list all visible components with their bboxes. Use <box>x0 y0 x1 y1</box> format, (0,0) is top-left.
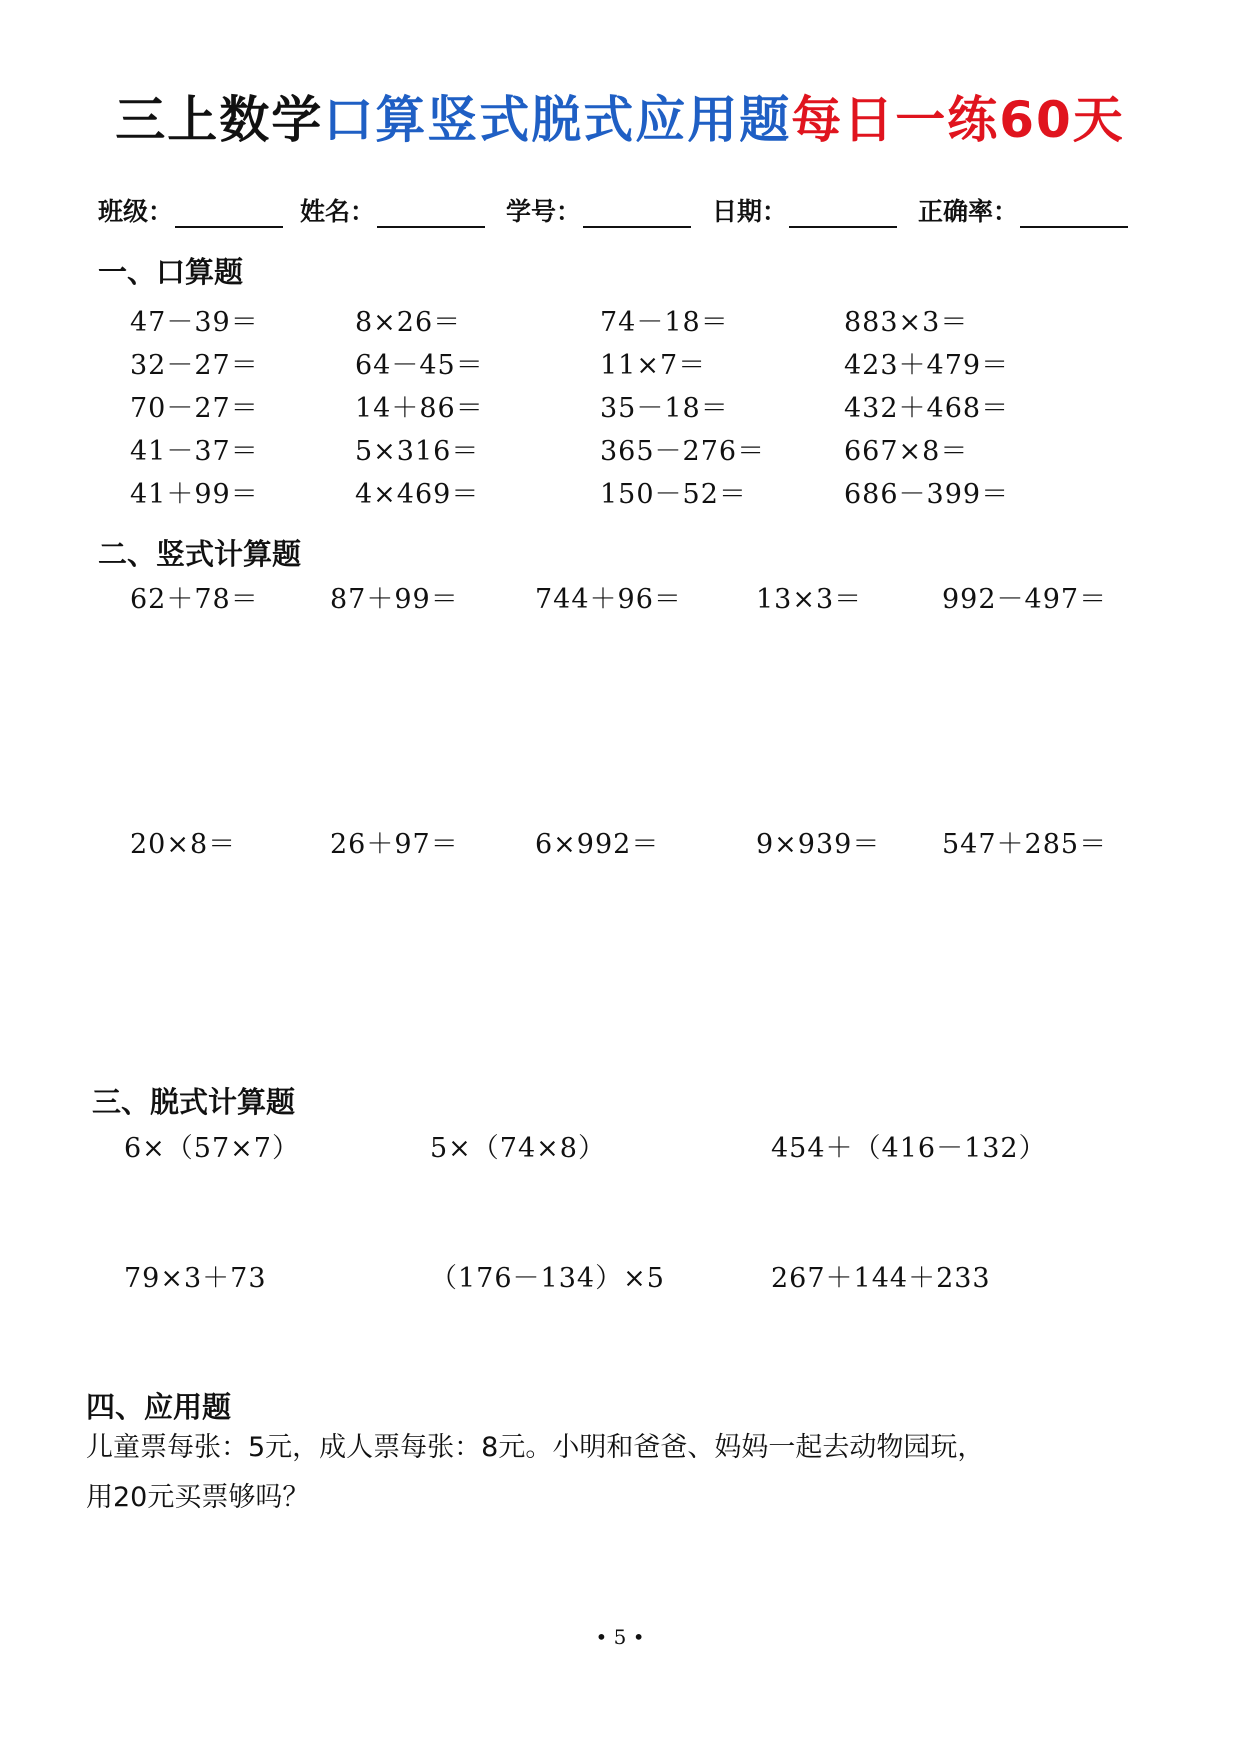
oral-problem: 41－37＝ <box>130 436 259 467</box>
section-title-word-problem: 四、应用题 <box>86 1390 232 1424</box>
title-part-grade: 三上数学 <box>115 91 324 149</box>
oral-problem: 150－52＝ <box>600 479 747 510</box>
info-field-accuracy <box>918 192 1128 232</box>
oral-problem: 423＋479＝ <box>844 350 1010 381</box>
oral-problem: 14＋86＝ <box>355 393 484 424</box>
vertical-problem: 26＋97＝ <box>330 829 459 860</box>
stepwise-problem: 6×（57×7） <box>124 1133 300 1164</box>
oral-problem: 64－45＝ <box>355 350 484 381</box>
word-problem-line: 用20元买票够吗？ <box>86 1482 310 1513</box>
oral-problem: 686－399＝ <box>844 479 1010 510</box>
oral-problem: 35－18＝ <box>600 393 729 424</box>
oral-problem: 883×3＝ <box>844 307 969 338</box>
title-part-topics: 口算竖式脱式应用题 <box>323 91 792 149</box>
oral-problem: 4×469＝ <box>355 479 480 510</box>
oral-problem: 432＋468＝ <box>844 393 1010 424</box>
oral-problem: 41＋99＝ <box>130 479 259 510</box>
stepwise-problem: 79×3＋73 <box>124 1263 267 1294</box>
oral-problem: 11×7＝ <box>600 350 707 381</box>
vertical-problem: 547＋285＝ <box>942 829 1108 860</box>
oral-problem: 8×26＝ <box>355 307 462 338</box>
stepwise-problem: 454＋（416－132） <box>771 1133 1047 1164</box>
page-title <box>0 80 1240 152</box>
oral-problem: 47－39＝ <box>130 307 259 338</box>
section-title-vertical: 二、竖式计算题 <box>98 537 302 571</box>
info-label: 姓名： <box>300 197 376 226</box>
info-field-name <box>300 192 485 232</box>
vertical-problem: 992－497＝ <box>942 584 1108 615</box>
word-problem-line: 儿童票每张：5元，成人票每张：8元。小明和爸爸、妈妈一起去动物园玩， <box>86 1432 985 1463</box>
stepwise-problem: 267＋144＋233 <box>771 1263 991 1294</box>
info-field-class <box>98 192 283 232</box>
info-label: 正确率： <box>918 197 1019 226</box>
info-label: 学号： <box>506 197 582 226</box>
vertical-problem: 20×8＝ <box>130 829 237 860</box>
oral-problem: 70－27＝ <box>130 393 259 424</box>
name-blank[interactable] <box>377 196 485 228</box>
info-field-student-id <box>506 192 691 232</box>
word-problem-text <box>86 1423 1166 1523</box>
vertical-problem: 13×3＝ <box>756 584 863 615</box>
section-title-oral: 一、口算题 <box>98 255 244 289</box>
oral-problem: 5×316＝ <box>355 436 480 467</box>
title-part-daily: 每日一练60天 <box>791 91 1125 149</box>
oral-problem: 365－276＝ <box>600 436 766 467</box>
oral-problem: 74－18＝ <box>600 307 729 338</box>
vertical-problem: 62＋78＝ <box>130 584 259 615</box>
info-label: 班级： <box>98 197 174 226</box>
vertical-problem: 744＋96＝ <box>535 584 682 615</box>
vertical-problem: 87＋99＝ <box>330 584 459 615</box>
student-id-blank[interactable] <box>583 196 691 228</box>
accuracy-blank[interactable] <box>1020 196 1128 228</box>
page-number: • 5 • <box>595 1625 645 1649</box>
stepwise-problem: （176－134）×5 <box>430 1263 665 1294</box>
vertical-problem: 6×992＝ <box>535 829 660 860</box>
class-blank[interactable] <box>175 196 283 228</box>
stepwise-problem: 5×（74×8） <box>430 1133 606 1164</box>
oral-problem: 32－27＝ <box>130 350 259 381</box>
oral-problem: 667×8＝ <box>844 436 969 467</box>
section-title-stepwise: 三、脱式计算题 <box>92 1085 296 1119</box>
info-field-date <box>712 192 897 232</box>
date-blank[interactable] <box>789 196 897 228</box>
vertical-problem: 9×939＝ <box>756 829 881 860</box>
info-label: 日期： <box>712 197 788 226</box>
